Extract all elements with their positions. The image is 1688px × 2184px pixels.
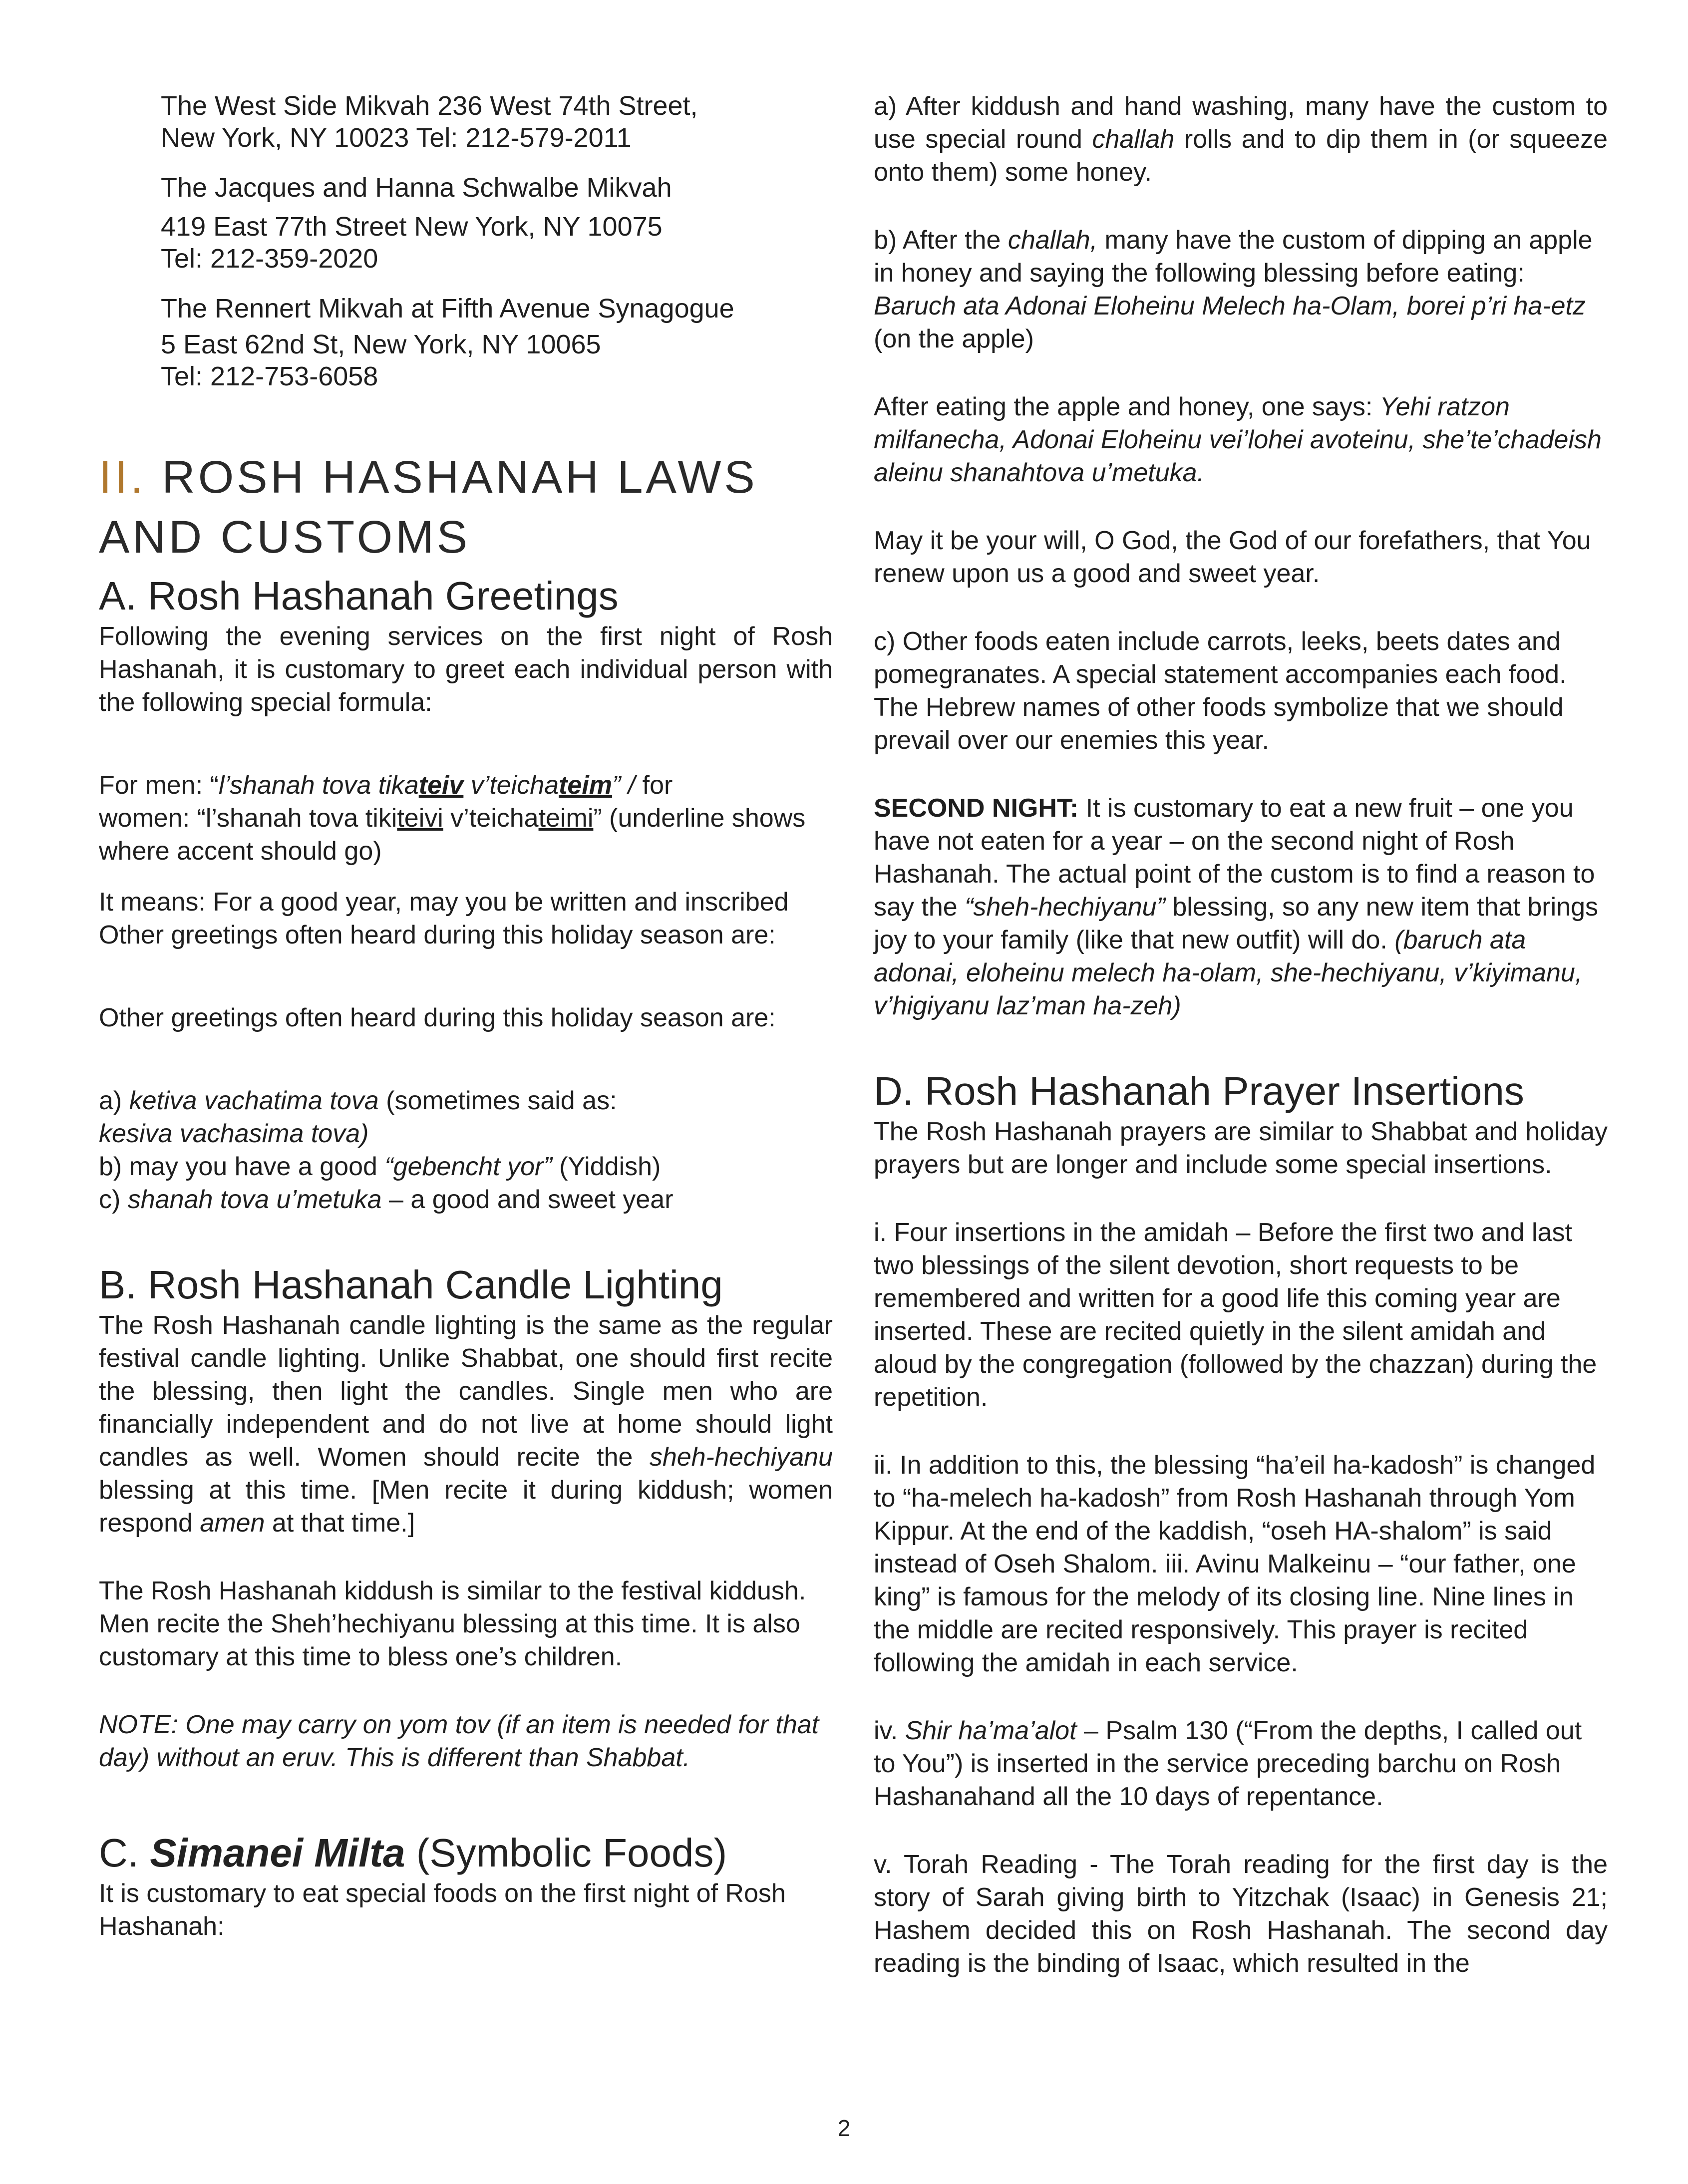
heading-symbolic-foods: C. Simanei Milta (Symbolic Foods) — [99, 1831, 727, 1875]
second-night-paragraph: SECOND NIGHT: It is customary to eat a new fruit – one you have not eaten for a year – on the second night of Rosh Hashanah. The actual point of the custom is to find a reason to say the “sheh-hechiyanu” blessing, so any new item that brings joy to your family (like that new outfit) will do. (baruch ata adonai, eloheinu melech ha-olam, she-hechiyanu, v’kiyimanu, v’higiyanu laz’man ha-zeh) — [874, 794, 1599, 1020]
mikvah-2-name: The Jacques and Hanna Schwalbe Mikvah — [161, 173, 672, 203]
heading-greetings: A. Rosh Hashanah Greetings — [99, 574, 619, 618]
heading-candle-lighting: B. Rosh Hashanah Candle Lighting — [99, 1262, 723, 1307]
insertion-i: i. Four insertions in the amidah – Before the first two and last two blessings of the silent devotion, short requests to be remembered and written for a good life this coming year are inserted. These are recited quietly in the silent amidah and aloud by the congregation (followed by the chazzan) during the repetition. — [874, 1218, 1597, 1412]
section-title — [99, 447, 833, 567]
left-column — [99, 90, 833, 1943]
other-greetings-label: Other greetings often heard during this holiday season are: — [99, 1003, 776, 1032]
insertion-iv: iv. Shir ha’ma’alot – Psalm 130 (“From the depths, I called out to You”) is inserted in the service preceding barchu on Rosh Hashanahand all the 10 days of repentance. — [874, 1716, 1582, 1811]
mikvah-2-address: 419 East 77th Street New York, NY 10075 — [161, 212, 663, 242]
food-a-paragraph: a) After kiddush and hand washing, many have the custom to use special round challah rolls and to dip them in (or squeeze onto them) some honey. — [874, 92, 1608, 187]
eruv-note: NOTE: One may carry on yom tov (if an item is needed for that day) without an eruv. This is different than Shabbat. — [99, 1710, 819, 1772]
list-item: c) shanah tova u’metuka – a good and sweet year — [99, 1185, 674, 1214]
candle-lighting-paragraph: The Rosh Hashanah candle lighting is the same as the regular festival candle lighting. Unlike Shabbat, one should first recite the blessing, then light the candles. Single men who are financially independent and do not live at home should light candles as well. Women should recite the sheh-hechiyanu blessing at this time. [Men recite it during kiddush; women respond amen at that time.] — [99, 1311, 833, 1538]
prayers-intro: The Rosh Hashanah prayers are similar to Shabbat and holiday prayers but are longer and include some special insertions. — [874, 1117, 1608, 1179]
translation-paragraph: May it be your will, O God, the God of our forefathers, that You renew upon us a good and sweet year. — [874, 526, 1591, 588]
greeting-men: For men: “l’shanah tova tikateiv v’teichateim” / for — [99, 771, 673, 800]
list-item: b) may you have a good “gebencht yor” (Yiddish) — [99, 1152, 661, 1181]
food-b-paragraph: b) After the challah, many have the custom of dipping an apple in honey and saying the following blessing before eating: Baruch ata Adonai Eloheinu Melech ha-Olam, borei p’ri ha-etz (on the apple) — [874, 226, 1593, 353]
heading-prayer-insertions: D. Rosh Hashanah Prayer Insertions — [874, 1069, 1524, 1113]
mikvah-3-address: 5 East 62nd St, New York, NY 10065 — [161, 329, 601, 359]
section-title-text: ROSH HASHANAH LAWS AND CUSTOMS — [99, 452, 758, 563]
mikvah-1-line-1: The West Side Mikvah 236 West 74th Street, — [161, 91, 698, 121]
mikvah-3-phone: Tel: 212-753-6058 — [161, 361, 378, 391]
insertion-v: v. Torah Reading - The Torah reading for the first day is the story of Sarah giving birth to Yitzchak (Isaac) in Genesis 21; Hashem decided this on Rosh Hashanah. The second day reading is the binding of Isaac, which resulted in the — [874, 1850, 1608, 1978]
mikvah-1-line-2: New York, NY 10023 Tel: 212-579-2011 — [161, 123, 632, 153]
greetings-list — [99, 1084, 833, 1216]
greeting-women: women: “l’shanah tova tikiteivi v’teichateimi” (underline shows where accent should go) — [99, 804, 806, 866]
right-column — [874, 90, 1608, 1980]
food-c-paragraph: c) Other foods eaten include carrots, leeks, beets dates and pomegranates. A special statement accompanies each food. The Hebrew names of other foods symbolize that we should prevail over our enemies this year. — [874, 627, 1567, 755]
apple-prayer-paragraph: After eating the apple and honey, one says: Yehi ratzon milfanecha, Adonai Eloheinu vei’lohei avoteinu, she’te’chadeish aleinu shanahtova u’metuka. — [874, 392, 1602, 487]
kiddush-paragraph: The Rosh Hashanah kiddush is similar to the festival kiddush. Men recite the Sheh’hechiyanu blessing at this time. It is also customary at this time to bless one’s children. — [99, 1576, 806, 1671]
foods-intro: It is customary to eat special foods on the first night of Rosh Hashanah: — [99, 1879, 786, 1941]
mikvah-list — [99, 90, 833, 392]
list-item: a) ketiva vachatima tova (sometimes said as: — [99, 1086, 617, 1115]
section-number: II. — [99, 452, 146, 503]
greeting-meaning: It means: For a good year, may you be written and inscribed Other greetings often heard during this holiday season are: — [99, 888, 789, 949]
greetings-intro: Following the evening services on the first night of Rosh Hashanah, it is customary to greet each individual person with the following special formula: — [99, 622, 833, 717]
insertion-ii-iii: ii. In addition to this, the blessing “ha’eil ha-kadosh” is changed to “ha-melech ha-kadosh” from Rosh Hashanah through Yom Kippur. At the end of the kaddish, “oseh HA-shalom” is said instead of Oseh Shalom. iii. Avinu Malkeinu – “our father, one king” is famous for the melody of its closing line. Nine lines in the middle are recited responsively. This prayer is recited following the amidah in each service. — [874, 1451, 1596, 1677]
mikvah-2-phone: Tel: 212-359-2020 — [161, 244, 378, 274]
page-number: 2 — [837, 2115, 851, 2141]
list-item: kesiva vachasima tova) — [99, 1119, 369, 1148]
mikvah-3-name: The Rennert Mikvah at Fifth Avenue Synagogue — [161, 294, 734, 323]
